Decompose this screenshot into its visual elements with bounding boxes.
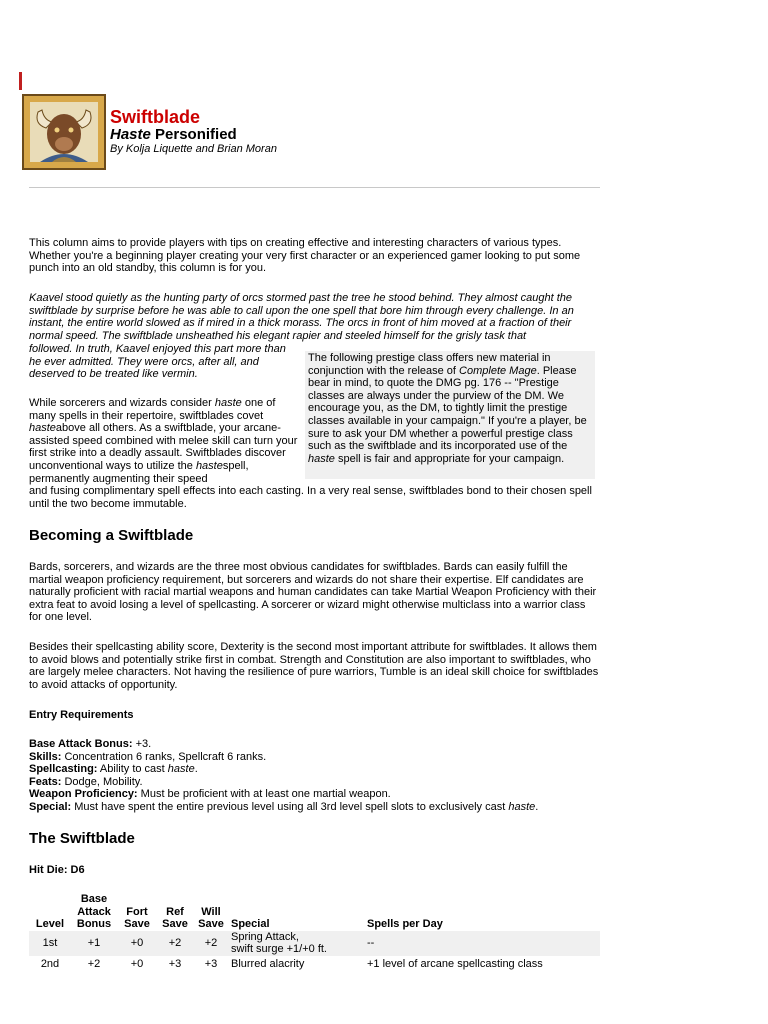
col-bab <box>71 893 117 931</box>
class-heading: The Swiftblade <box>29 830 135 847</box>
col-bab-line-3: Bonus <box>76 918 112 931</box>
req-spellcasting <box>29 763 600 776</box>
row-ref: +2 <box>157 931 193 956</box>
red-accent-mark <box>19 72 22 90</box>
col-ref <box>157 893 193 931</box>
row-bab: +2 <box>87 957 101 970</box>
col-ref-line-2: Save <box>162 918 188 931</box>
row-bab: +1 <box>71 931 117 956</box>
req-special-spell: haste <box>508 800 536 813</box>
haste-paragraph <box>29 397 302 485</box>
sidebar-spell: haste <box>308 452 335 465</box>
sidebar-text-2: . Please bear in mind, to quote the DMG pg. 176 -- "Prestige classes are always under the purview of the DM. We encourage you, as the DM, to tightly limit the prestige classes available in your campaign." If you're a player, be sure to ask your DM whether a powerful prestige class such as the swiftblade and its incorporated use of the <box>308 364 587 453</box>
req-weapon-value: Must be proficient with at least one martial weapon. <box>137 788 391 801</box>
haste-spell-2: haste <box>29 422 56 435</box>
story-paragraph: Kaavel stood quietly as the hunting party of orcs stormed past the tree he stood behind. They almost caught the swiftblade by surprise before he was able to call upon the one spell that bore him through every challenge. In an instant, the entire world slowed as if mired in a thick morass. The orcs in front of him moved at a fraction of their normal speed. The swiftblade unsheathed his elegant rapier and steeled himself for the grisly task that <box>29 292 574 342</box>
becoming-paragraph-2: Besides their spellcasting ability score, Dexterity is the second most important attribute for swiftblades. It allows them to avoid blows and potentially strike first in combat. Strength and Constitution are also important to swiftblades, who are largely melee characters. Not having the resilience of pure warriors, Tumble is an ideal skill choice for swiftblades to avoid attacks of opportunity. <box>29 641 599 691</box>
req-spellcasting-value: Ability to cast <box>97 763 168 776</box>
haste-text-c: above all others. As a swiftblade, your arcane-assisted speed combined with melee skill can turn your first strike into a deadly assault. Swiftblades discover unconventional ways to utilize the <box>29 422 298 472</box>
row-ref: +3 <box>168 957 182 970</box>
col-will <box>193 893 229 931</box>
req-special <box>29 801 600 814</box>
table-row <box>29 931 600 956</box>
req-skills-value: Concentration 6 ranks, Spellcraft 6 ranks. <box>61 750 267 763</box>
sidebar-text-3: spell is fair and appropriate for your campaign. <box>334 452 565 465</box>
hit-die: Hit Die: D6 <box>29 864 85 876</box>
haste-spell-3: haste <box>195 459 223 472</box>
row-will: +3 <box>204 957 218 970</box>
req-feats-label: Feats: <box>29 775 62 788</box>
req-special-value: Must have spent the entire previous level using all 3rd level spell slots to exclusively cast <box>71 800 509 813</box>
sidebar-book-title: Complete Mage <box>459 364 537 377</box>
article-byline: By Kolja Liquette and Brian Moran <box>110 143 277 155</box>
row-special-line-1: Spring Attack, <box>231 930 299 943</box>
col-level: Level <box>35 918 65 931</box>
prestige-class-sidebar <box>305 351 595 479</box>
col-bab-line-2: Attack <box>77 905 111 918</box>
row-spells: +1 level of arcane spellcasting class <box>367 957 543 970</box>
req-weapon-label: Weapon Proficiency: <box>29 788 138 801</box>
row-special-line-2: swift surge +1/+0 ft. <box>231 943 327 956</box>
req-weapon <box>29 788 600 801</box>
level-table-header <box>29 893 600 931</box>
story-paragraph-continued: followed. In truth, Kaavel enjoyed this part more than he ever admitted. They were orcs, after all, and deserved to be treated like vermin. <box>29 343 286 381</box>
entry-requirements-list <box>29 738 600 814</box>
req-spellcasting-end: . <box>194 763 198 776</box>
haste-text-d: spell, permanently augmenting their speed <box>29 459 249 485</box>
row-fort: +0 <box>130 957 144 970</box>
sidebar-text-1: The following prestige class offers new material in conjunction with the release of <box>308 352 551 377</box>
entry-requirements-heading: Entry Requirements <box>29 709 134 721</box>
intro-paragraph: This column aims to provide players with tips on creating effective and interesting characters of various types. Whether you're a beginning player creating your very first character or an experienced gamer looking to put some punch into an old standby, this column is for you. <box>29 237 581 275</box>
req-feats-value: Dodge, Mobility. <box>61 775 143 788</box>
article-subtitle <box>110 126 237 144</box>
haste-paragraph-continued: and fusing complimentary spell effects into each casting. In a very real sense, swiftblades bond to their chosen spell until the two become immutable. <box>29 485 592 510</box>
req-spellcasting-spell: haste <box>167 763 195 776</box>
col-special: Special <box>231 918 270 931</box>
becoming-heading: Becoming a Swiftblade <box>29 527 194 544</box>
col-will-line-1: Will <box>201 905 221 918</box>
level-table <box>29 893 600 971</box>
req-skills-label: Skills: <box>29 750 62 763</box>
row-level: 1st <box>29 931 71 956</box>
req-spellcasting-label: Spellcasting: <box>29 763 98 776</box>
article-portrait <box>22 94 106 170</box>
col-will-line-2: Save <box>198 918 224 931</box>
row-will: +2 <box>193 931 229 956</box>
haste-text-a: While sorcerers and wizards consider <box>29 397 215 409</box>
col-fort <box>117 893 157 931</box>
row-fort: +0 <box>117 931 157 956</box>
req-skills <box>29 751 600 764</box>
row-special <box>229 931 365 956</box>
haste-spell-1: haste <box>214 397 242 409</box>
req-special-end: . <box>535 800 539 813</box>
col-bab-line-1: Base <box>80 893 108 905</box>
req-special-label: Special: <box>29 800 72 813</box>
becoming-paragraph-1: Bards, sorcerers, and wizards are the three most obvious candidates for swiftblades. Bards can easily fulfill the martial weapon proficiency requirement, but sorcerers and wizards do not share their expertise. Elf candidates are naturally proficient with racial martial weapons and human candidates can take Martial Weapon Proficiency with their extra feat to avoid losing a level of spellcasting. A sorcerer or wizard might otherwise multiclass into a warrior class for one level. <box>29 561 597 624</box>
req-feats <box>29 776 600 789</box>
req-bab <box>29 738 600 751</box>
col-spells: Spells per Day <box>367 918 443 931</box>
req-bab-label: Base Attack Bonus: <box>29 738 133 750</box>
row-spells: -- <box>365 931 600 956</box>
subtitle-emphasis: Haste <box>110 126 151 143</box>
col-fort-line-2: Save <box>124 918 150 931</box>
table-row <box>29 956 600 971</box>
row-level: 2nd <box>40 957 60 970</box>
article-title: Swiftblade <box>110 107 201 127</box>
col-fort-line-1: Fort <box>126 905 148 918</box>
haste-text-b: one of many spells in their repertoire, swiftblades covet <box>29 397 276 422</box>
minotaur-portrait-icon <box>30 102 98 162</box>
req-bab-value: +3. <box>132 738 152 750</box>
header-divider <box>29 187 600 188</box>
subtitle-rest: Personified <box>150 126 237 143</box>
col-ref-line-1: Ref <box>166 905 184 918</box>
row-special: Blurred alacrity <box>231 957 305 970</box>
